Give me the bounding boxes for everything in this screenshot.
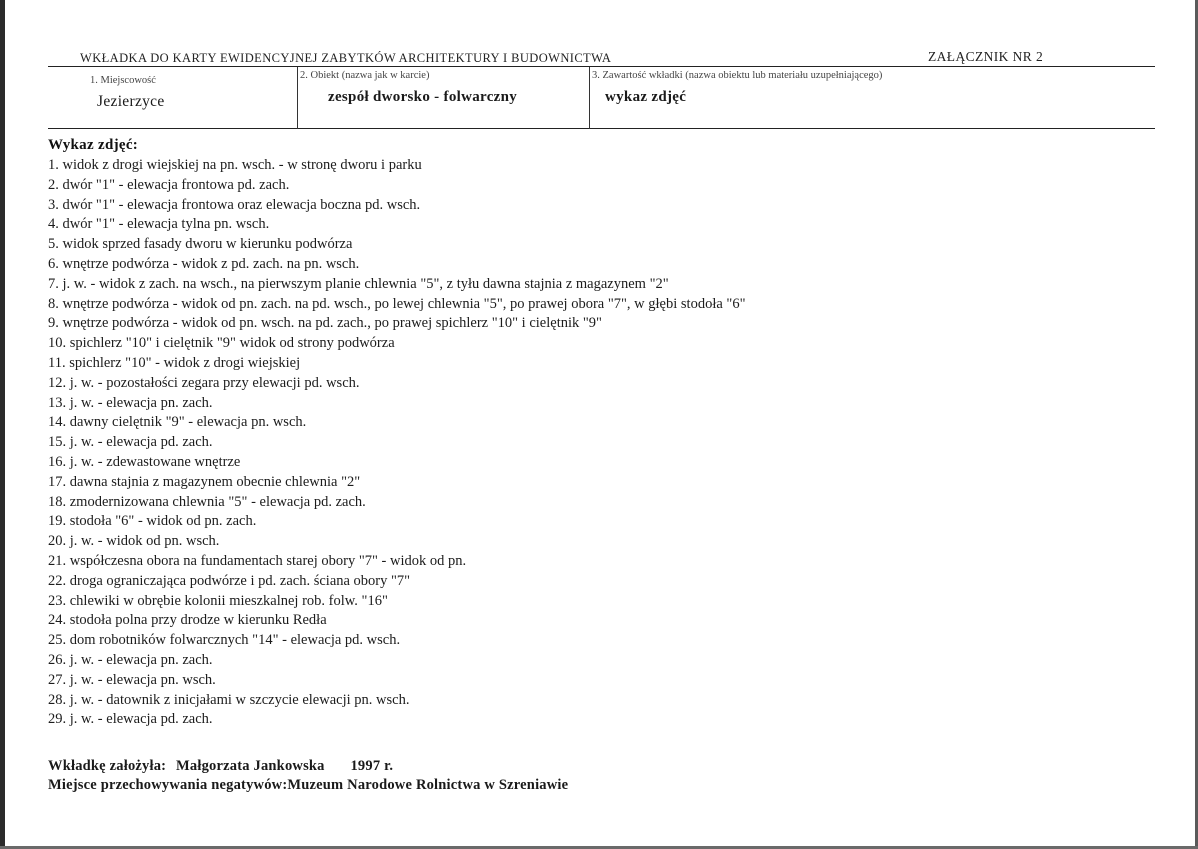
list-item: 4. dwór "1" - elewacja tylna pn. wsch. [48, 216, 270, 233]
list-item: 28. j. w. - datownik z inicjałami w szczycie elewacji pn. wsch. [48, 691, 410, 708]
list-item: 14. dawny cielętnik "9" - elewacja pn. wsch. [48, 414, 307, 431]
object-caption: 2. Obiekt (nazwa jak w karcie) [300, 70, 430, 81]
list-item: 5. widok sprzed fasady dworu w kierunku podwórza [48, 236, 353, 253]
photo-list-heading: Wykaz zdjęć: [48, 137, 139, 153]
document-title: WKŁADKA DO KARTY EWIDENCYJNEJ ZABYTKÓW ARCHITEKTURY I BUDOWNICTWA [80, 51, 612, 65]
list-item: 16. j. w. - zdewastowane wnętrze [48, 453, 241, 470]
locality-value: Jezierzyce [97, 93, 165, 110]
founder-line [48, 758, 393, 775]
list-item: 25. dom robotników folwarcznych "14" - elewacja pd. wsch. [48, 632, 401, 649]
list-item: 21. współczesna obora na fundamentach starej obory "7" - widok od pn. [48, 552, 467, 569]
content-caption: 3. Zawartość wkładki (nazwa obiektu lub materiału uzupełniającego) [592, 70, 883, 81]
list-item: 3. dwór "1" - elewacja frontowa oraz elewacja boczna pd. wsch. [48, 196, 421, 213]
list-item: 26. j. w. - elewacja pn. zach. [48, 651, 213, 668]
list-item: 9. wnętrze podwórza - widok od pn. wsch. na pd. zach., po prawej spichlerz "10" i cielętnik "9" [48, 315, 602, 332]
list-item: 22. droga ograniczająca podwórze i pd. zach. ściana obory "7" [48, 572, 411, 589]
founder-label: Wkładkę założyła: [48, 758, 167, 774]
list-item: 1. widok z drogi wiejskiej na pn. wsch. - w stronę dworu i parku [48, 157, 422, 173]
photo-list [48, 156, 746, 730]
list-item: 17. dawna stajnia z magazynem obecnie chlewnia "2" [48, 473, 361, 490]
founded-year: 1997 r. [350, 758, 394, 774]
list-item: 24. stodoła polna przy drodze w kierunku Redła [48, 612, 327, 629]
header-rule-bottom [48, 128, 1155, 129]
list-item: 27. j. w. - elewacja pn. wsch. [48, 671, 216, 688]
list-item: 29. j. w. - elewacja pd. zach. [48, 711, 213, 728]
list-item: 11. spichlerz "10" - widok z drogi wiejskiej [48, 354, 301, 371]
list-item: 23. chlewiki w obrębie kolonii mieszkalnej rob. folw. "16" [48, 592, 388, 609]
field-divider-1 [297, 67, 298, 129]
list-item: 2. dwór "1" - elewacja frontowa pd. zach. [48, 176, 290, 193]
locality-caption: 1. Miejscowość [90, 75, 156, 86]
list-item: 10. spichlerz "10" i cielętnik "9" widok od strony podwórza [48, 335, 395, 352]
founder-name: Małgorzata Jankowska [176, 758, 325, 774]
object-value: zespół dworsko - folwarczny [328, 89, 518, 105]
header-rule-top [48, 66, 1155, 67]
list-item: 8. wnętrze podwórza - widok od pn. zach. na pd. wsch., po lewej chlewnia "5", po prawej obora "7", w głębi stodoła "6" [48, 295, 746, 312]
list-item: 20. j. w. - widok od pn. wsch. [48, 533, 220, 550]
attachment-number: ZAŁĄCZNIK NR 2 [928, 49, 1044, 64]
list-item: 12. j. w. - pozostałości zegara przy elewacji pd. wsch. [48, 374, 360, 391]
list-item: 19. stodoła "6" - widok od pn. zach. [48, 513, 257, 530]
list-item: 15. j. w. - elewacja pd. zach. [48, 434, 213, 451]
list-item: 18. zmodernizowana chlewnia "5" - elewacja pd. zach. [48, 493, 366, 510]
storage-label: Miejsce przechowywania negatywów: [48, 777, 288, 793]
storage-value: Muzeum Narodowe Rolnictwa w Szreniawie [287, 777, 569, 793]
list-item: 7. j. w. - widok z zach. na wsch., na pierwszym planie chlewnia "5", z tyłu dawna stajnia z magazynem "2" [48, 275, 669, 292]
list-item: 13. j. w. - elewacja pn. zach. [48, 394, 213, 411]
field-divider-2 [589, 67, 590, 129]
scan-border-left [0, 0, 5, 849]
storage-line [48, 777, 568, 794]
content-value: wykaz zdjęć [605, 89, 687, 105]
list-item: 6. wnętrze podwórza - widok z pd. zach. na pn. wsch. [48, 255, 360, 272]
